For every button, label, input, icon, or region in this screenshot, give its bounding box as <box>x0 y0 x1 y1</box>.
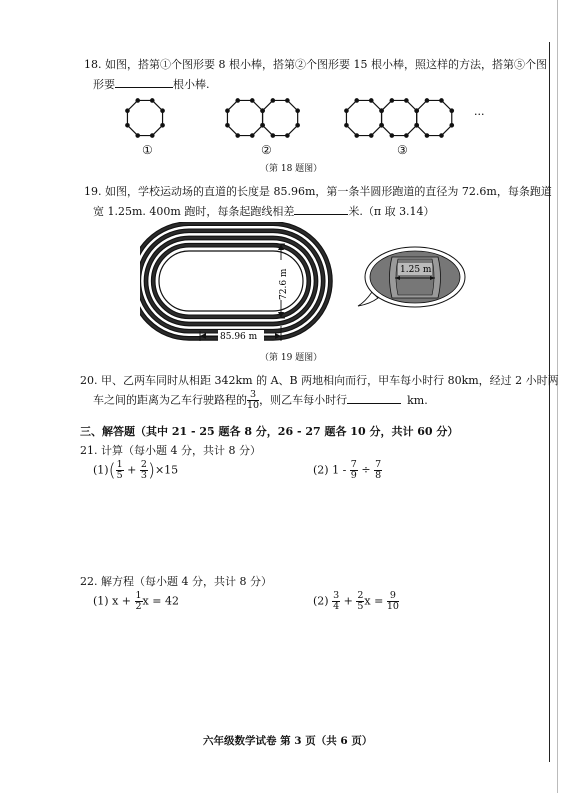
stick-joint-dot <box>379 108 384 113</box>
q20-line1: 20. 甲、乙两车同时从相距 342km 的 A、B 两地相向而行，甲车每小时行 80km，经过 2 小时两 <box>80 374 559 387</box>
fraction: $\frac{1}{2}$ <box>135 590 142 612</box>
q18-ellipsis: ··· <box>474 108 485 121</box>
fraction: $\frac{3}{4}$ <box>333 590 340 612</box>
section-heading: 三、解答题（其中 21 - 25 题各 8 分，26 - 27 题各 10 分，共计 60 分） <box>80 425 459 438</box>
q21-title: 21. 计算（每小题 4 分，共计 8 分） <box>80 444 261 457</box>
stick-joint-dot <box>369 98 374 103</box>
page-footer: 六年级数学试卷 第 3 页（共 6 页） <box>203 735 373 747</box>
stick-joint-dot <box>295 123 300 128</box>
answer-blank <box>294 204 348 215</box>
stick-joint-dot <box>344 108 349 113</box>
q19-line1: 19. 如图，学校运动场的直道的长度是 85.96m，第一条半圆形跑道的直径为 72.6m，每条跑道 <box>84 185 552 198</box>
stick-joint-dot <box>390 133 395 138</box>
octagon-shape <box>382 100 417 135</box>
stick-joint-dot <box>260 108 265 113</box>
octagon-shape <box>417 100 452 135</box>
dimension-diameter: 72.6 m <box>279 268 289 300</box>
q20-text-a: 车之间的距离为乙车行驶路程的 <box>93 393 247 407</box>
q19-line2 <box>93 203 435 219</box>
stick-joint-dot <box>150 98 155 103</box>
q20-text-b: ，则乙车每小时行 <box>259 393 348 407</box>
stick-joint-dot <box>250 133 255 138</box>
q19-caption: （第 19 题图） <box>260 353 323 363</box>
stick-joint-dot <box>285 133 290 138</box>
stick-joint-dot <box>235 133 240 138</box>
stick-joint-dot <box>439 133 444 138</box>
stick-joint-dot <box>404 98 409 103</box>
q20-text-c: km. <box>407 393 428 407</box>
stick-joint-dot <box>160 123 165 128</box>
fraction: $\frac{2}{5}$ <box>357 590 364 612</box>
stick-joint-dot <box>125 108 130 113</box>
stick-joint-dot <box>414 123 419 128</box>
fraction: $\frac{3}{10}$ <box>247 389 260 411</box>
stick-joint-dot <box>414 108 419 113</box>
stick-joint-dot <box>135 133 140 138</box>
q21-problem-1: (1)( $\frac{1}{5}$ + $\frac{2}{3}$ )×15 <box>93 459 179 481</box>
fraction: $\frac{7}{8}$ <box>375 459 382 481</box>
q22-problem-1: (1) x + $\frac{1}{2}$ x = 42 <box>93 590 179 612</box>
q18-text-b: 根小棒. <box>173 78 210 91</box>
stick-joint-dot <box>260 123 265 128</box>
dimension-lane-width: 1.25 m <box>400 265 432 275</box>
fraction: $\frac{9}{10}$ <box>386 590 399 612</box>
stick-joint-dot <box>225 123 230 128</box>
page-edge-line-outer <box>557 0 558 793</box>
octagon-shape <box>127 100 162 135</box>
running-track-figure <box>140 222 480 350</box>
q18-text-a: 形要 <box>93 78 115 91</box>
lane-zoom-bubble <box>358 247 465 307</box>
q22-problem-2: (2) $\frac{3}{4}$ + $\frac{2}{5}$ x = $\frac{9}{10}$ <box>313 590 399 612</box>
stick-joint-dot <box>235 98 240 103</box>
q19-text-a: 宽 1.25m. 400m 跑时，每条起跑线相差 <box>93 205 295 218</box>
fraction: $\frac{2}{3}$ <box>140 459 147 481</box>
stick-joint-dot <box>295 108 300 113</box>
stick-joint-dot <box>425 98 430 103</box>
q18-line1: 18. 如图，搭第①个图形要 8 根小棒，搭第②个图形要 15 根小棒，照这样的方法，搭第⑤个图 <box>84 58 547 71</box>
stick-joint-dot <box>354 133 359 138</box>
stick-joint-dot <box>285 98 290 103</box>
stick-joint-dot <box>369 133 374 138</box>
stick-joint-dot <box>404 133 409 138</box>
octagon-shape <box>227 100 262 135</box>
figure-label-3: ③ <box>397 143 408 157</box>
stick-joint-dot <box>390 98 395 103</box>
q18-octagon-figures <box>110 90 510 160</box>
q18-caption: （第 18 题图） <box>260 164 323 174</box>
q19-text-b: 米.（π 取 3.14） <box>348 205 435 218</box>
stick-joint-dot <box>160 108 165 113</box>
stick-joint-dot <box>250 98 255 103</box>
stick-joint-dot <box>439 98 444 103</box>
stick-joint-dot <box>354 98 359 103</box>
answer-blank <box>347 393 401 404</box>
answer-blank <box>115 77 173 88</box>
figure-label-2: ② <box>261 143 272 157</box>
stick-joint-dot <box>271 133 276 138</box>
stick-joint-dot <box>449 123 454 128</box>
fraction: $\frac{1}{5}$ <box>116 459 123 481</box>
fraction: $\frac{7}{9}$ <box>350 459 357 481</box>
stick-joint-dot <box>344 123 349 128</box>
stick-joint-dot <box>449 108 454 113</box>
stick-joint-dot <box>425 133 430 138</box>
stick-joint-dot <box>379 123 384 128</box>
figure-label-1: ① <box>142 143 153 157</box>
octagon-shape <box>263 100 298 135</box>
q20-line2 <box>93 390 428 411</box>
dimension-length: 85.96 m <box>220 332 258 342</box>
stick-joint-dot <box>225 108 230 113</box>
octagon-shape <box>346 100 381 135</box>
page-edge-line <box>549 42 550 762</box>
q22-title: 22. 解方程（每小题 4 分，共计 8 分） <box>80 575 272 588</box>
stick-joint-dot <box>150 133 155 138</box>
stick-joint-dot <box>271 98 276 103</box>
stick-joint-dot <box>125 123 130 128</box>
stick-joint-dot <box>135 98 140 103</box>
q21-problem-2: (2) 1 - $\frac{7}{9}$ ÷ $\frac{7}{8}$ <box>313 459 382 481</box>
